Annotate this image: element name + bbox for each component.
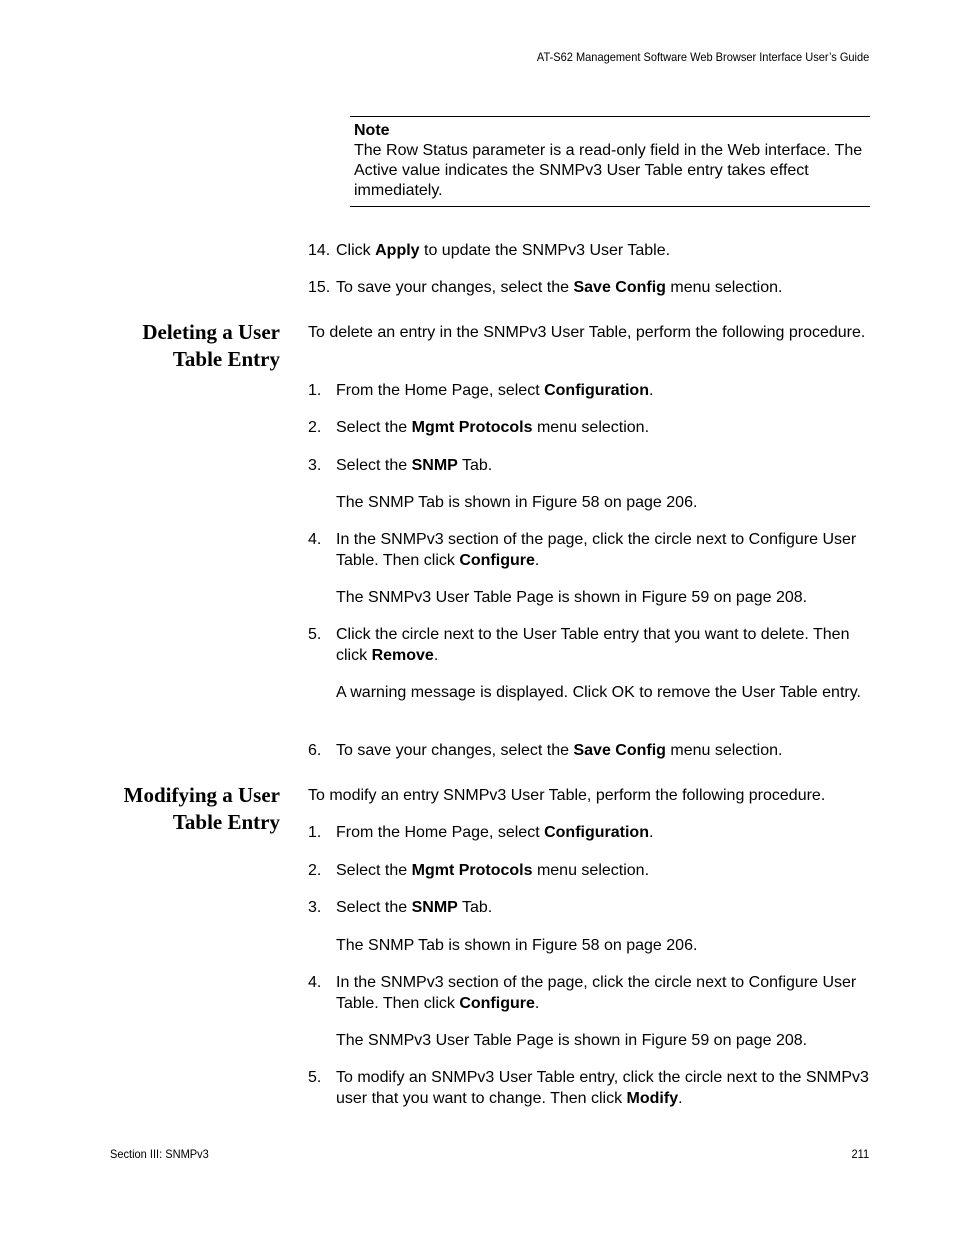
step-bold: SNMP — [411, 457, 458, 474]
step-text: . — [648, 824, 654, 841]
step-text: To save your changes, select the — [336, 279, 574, 296]
step-number: 2. — [308, 419, 322, 436]
step-text: To save your changes, select the — [336, 742, 574, 759]
step-bold: Remove — [371, 646, 434, 664]
modify-sub-4: The SNMPv3 User Table Page is shown in Figure 59 on page 208. — [336, 1032, 808, 1049]
step-bold: Configure — [459, 551, 535, 569]
step-number: 2. — [308, 862, 322, 879]
step-number: 3. — [308, 899, 322, 916]
step-text: . — [678, 1089, 683, 1107]
step-text: From the Home Page, select — [336, 824, 545, 841]
step-bold: Configuration — [544, 382, 649, 399]
step-bold: Save Config — [573, 742, 666, 759]
delete-step-3 — [308, 456, 873, 477]
delete-step-4 — [308, 530, 873, 571]
delete-sub-3: The SNMP Tab is shown in Figure 58 on page 206. — [336, 494, 698, 511]
delete-intro: To delete an entry in the SNMPv3 User Table, perform the following procedure. — [308, 324, 866, 341]
delete-sub-4: The SNMPv3 User Table Page is shown in Figure 59 on page 208. — [336, 589, 808, 606]
step-text: . — [534, 994, 540, 1012]
modify-sub-3: The SNMP Tab is shown in Figure 58 on page 206. — [336, 937, 698, 954]
note-box — [350, 116, 870, 207]
delete-sub-5: A warning message is displayed. Click OK to remove the User Table entry. — [336, 684, 861, 701]
running-header: AT-S62 Management Software Web Browser Interface User’s Guide — [536, 50, 869, 64]
heading-line: Deleting a User — [142, 320, 280, 344]
step-text: In the SNMPv3 section of the page, click the circle next to Configure User Table. Then click — [336, 974, 857, 1012]
step-number: 15. — [308, 279, 331, 296]
step-number: 4. — [308, 974, 322, 991]
step-15 — [308, 278, 873, 299]
step-bold: Modify — [626, 1089, 679, 1107]
step-text: Tab. — [457, 457, 493, 474]
step-text: In the SNMPv3 section of the page, click the circle next to Configure User Table. Then click — [336, 531, 857, 569]
step-text: Select the — [336, 457, 412, 474]
step-text: . — [534, 551, 540, 569]
step-bold: Configuration — [544, 824, 649, 841]
step-text: menu selection. — [532, 419, 650, 436]
page-number: 211 — [851, 1147, 869, 1161]
step-text: . — [648, 382, 654, 399]
note-text: The Row Status parameter is a read-only field in the Web interface. The Active value indicates the SNMPv3 User Table entry takes effect immediately. — [354, 142, 863, 199]
step-text: menu selection. — [532, 862, 650, 879]
step-number: 6. — [308, 742, 322, 759]
delete-step-6 — [308, 741, 873, 762]
step-bold: Save Config — [573, 279, 666, 296]
modify-step-4 — [308, 973, 873, 1014]
footer-section: Section III: SNMPv3 — [110, 1147, 209, 1161]
heading-line: Table Entry — [172, 810, 280, 834]
step-text: To modify an SNMPv3 User Table entry, click the circle next to the SNMPv3 user that you want to change. Then click — [336, 1069, 869, 1107]
modify-step-2 — [308, 861, 873, 882]
step-bold: Mgmt Protocols — [411, 862, 533, 879]
step-text: From the Home Page, select — [336, 382, 545, 399]
heading-line: Modifying a User — [123, 783, 280, 807]
heading-line: Table Entry — [172, 347, 280, 371]
step-text: Click — [336, 242, 376, 259]
delete-step-5 — [308, 625, 873, 666]
step-text: Tab. — [457, 899, 493, 916]
step-text: . — [433, 646, 439, 664]
section-heading-modify — [50, 782, 280, 836]
step-number: 5. — [308, 626, 322, 643]
step-number: 1. — [308, 382, 322, 399]
modify-intro: To modify an entry SNMPv3 User Table, perform the following procedure. — [308, 787, 826, 804]
step-text: to update the SNMPv3 User Table. — [419, 242, 671, 259]
delete-step-1 — [308, 381, 873, 402]
section-heading-delete — [50, 319, 280, 373]
step-text: Select the — [336, 899, 412, 916]
step-number: 4. — [308, 531, 322, 548]
step-bold: SNMP — [411, 899, 458, 916]
delete-step-2 — [308, 418, 873, 439]
step-bold: Mgmt Protocols — [411, 419, 533, 436]
step-number: 14. — [308, 242, 331, 259]
step-text: Select the — [336, 862, 412, 879]
step-14 — [308, 241, 873, 262]
modify-step-3 — [308, 898, 873, 919]
step-text: Select the — [336, 419, 412, 436]
modify-step-5 — [308, 1068, 873, 1109]
step-number: 3. — [308, 457, 322, 474]
step-text: menu selection. — [665, 742, 783, 759]
note-label: Note — [354, 122, 390, 139]
step-number: 1. — [308, 824, 322, 841]
step-bold: Configure — [459, 994, 535, 1012]
step-bold: Apply — [375, 242, 420, 259]
step-number: 5. — [308, 1069, 322, 1086]
modify-step-1 — [308, 823, 873, 844]
step-text: Click the circle next to the User Table entry that you want to delete. Then click — [336, 626, 850, 664]
step-text: menu selection. — [665, 279, 783, 296]
